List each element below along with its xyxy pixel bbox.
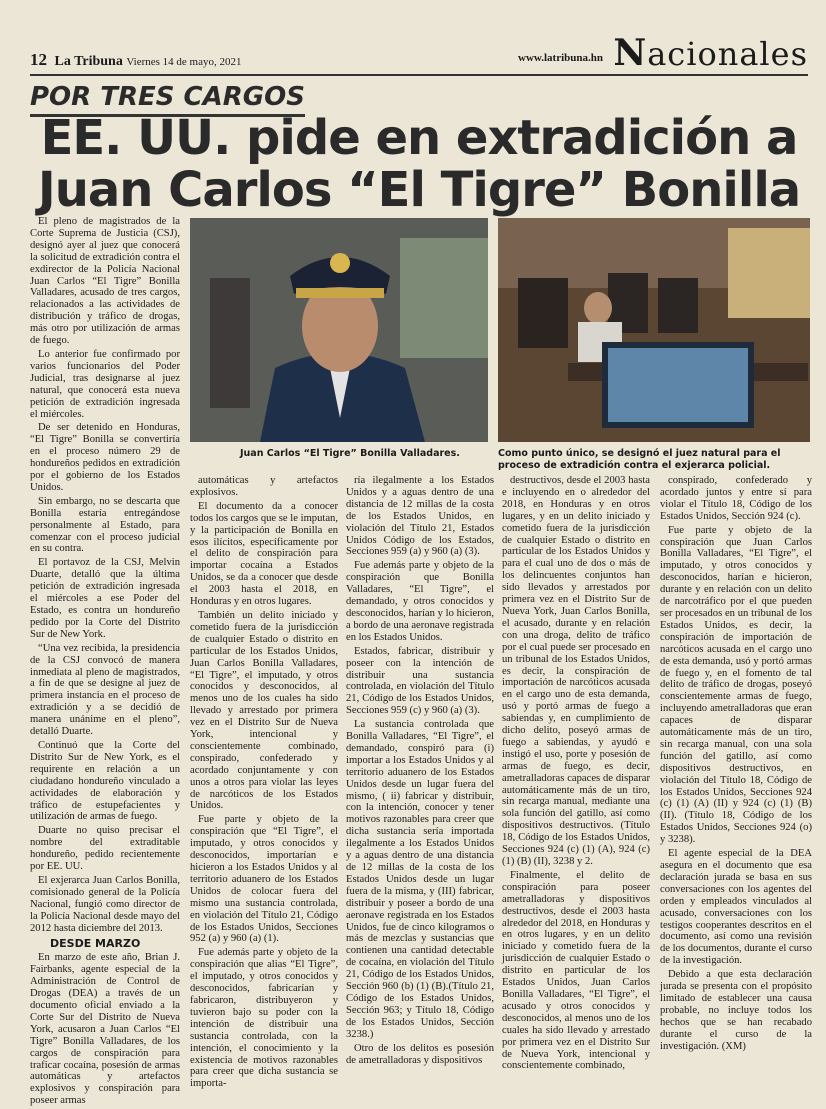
paragraph: El pleno de magistrados de la Corte Suprema de Justicia (CSJ), designó ayer al juez que conocerá la solicitud de extradición contra el exdirector de la Policía Nacional Juan Carlos “El Tigre” Bonilla Valladares, acusado de tres cargos, relacionados a las actividades de distribución y tráfico de drogas, más otro por utilización de armas de fuego.	[30, 216, 180, 347]
article-column-3	[346, 475, 494, 1068]
paragraph: En marzo de este año, Brian J. Fairbanks, agente especial de la Administración de Control de Drogas (DEA) a través de un documento oficial enviado a la Corte Sur del Distrito de Nueva York, acusaron a Juan Carlos “El Tigre” Bonilla Valladares, de los cargos de conspiración para traficar cocaína, posesión de armas automáticas y artefactos explosivos y conspiración para poseer armas	[30, 952, 180, 1107]
paragraph: Continuó que la Corte del Distrito Sur de New York, es el requirente en relación a un ciudadano hondureño vinculado a actividades de elaboración y tráfico de estupefacientes y utilización de armas de fuego.	[30, 739, 180, 823]
article-column-1	[30, 216, 180, 1109]
paragraph: ría ilegalmente a los Estados Unidos y a aguas dentro de una distancia de 12 millas de la costa de los Estados Unidos, en violación del Título 21, Estados Unidos Código de los Estados, Secciones 959 (a) y 960 (a) (3).	[346, 475, 494, 558]
paragraph: destructivos, desde el 2003 hasta e incluyendo en o alrededor del 2018, en Honduras y en otros lugares, y en un delito iniciado y cometido fuera de la jurisdicción de cualquier Estado o distrito en particular de los Estados Unidos y para el cual uno de dos o más de los delincuentes conjuntos han sido llevados y arrestados por primera vez en el Distrito Sur de Nueva York, Juan Carlos Bonilla, el acusado, durante y en relación con una droga, delito de tráfico por el cual puede ser procesado en un tribunal de los Estados Unidos, es decir, la conspiración de importación de narcóticos acusada en el cargo uno de esta demanda, usó y portó armas de fuego a sabiendas y, en cumplimiento de dicho delito, poseyó armas de fuego a sabiendas, y ayudó e instigó el uso, porte y posesión de armas de fuego, es decir, ametralladoras capaces de disparar automáticamente más de un tiro, sin recarga manual, mediante una sola función del gatillo, así como dispositivos destructivos. (Título 18, Código de los Estados Unidos, Secciones 924 (c) (1) (A), 924 (c) (1) (B) (II), 3238 y 2.	[502, 475, 650, 867]
section-title	[613, 32, 808, 74]
paragraph: También un delito iniciado y cometido fuera de la jurisdicción de cualquier Estado o distrito en particular de los Estados Unidos, Juan Carlos Bonilla Valladares, “El Tigre”, el imputado, y otros conocidos y desconocidos, al menos uno de los cuales ha sido llevado y arrestado por primera vez en el Distrito Sur de Nueva York, intencional y conscientemente combinado, conspirado, confederado y acordado conjuntamente y con unos a otros para violar las leyes de narcóticos de los Estados Unidos.	[190, 609, 338, 812]
paragraph: Lo anterior fue confirmado por varios funcionarios del Poder Judicial, tras designarse al juez natural, que conocerá esta nueva petición de extradición ingresada el miércoles.	[30, 348, 180, 420]
paragraph: El documento da a conocer todos los cargos que se le imputan, y la participación de Bonilla en esos ilícitos, específicamente por el delito de conspiración para importar cocaína a Estados Unidos, se da a conocer que desde el 2003 hasta el 2018, en Honduras y en otros lugares.	[190, 500, 338, 608]
header-rule	[30, 74, 808, 76]
portrait-illustration	[190, 218, 488, 442]
photo-caption-1: Juan Carlos “El Tigre” Bonilla Valladares.	[240, 448, 460, 459]
paragraph: Duarte no quiso precisar el nombre del extraditable hondureño, pedido recientemente por EE. UU.	[30, 825, 180, 873]
paragraph: Fue parte y objeto de la conspiración que “El Tigre”, el imputado, y otros conocidos y desconocidos, importarían e hicieron a los Estados Unidos y al territorio aduanero de los Estados Unidos de colocar fuera del mismo una sustancia controlada, en violación del Título 21, Código de los Estados Unidos, Secciones 952 (a) y 960 (a) (1).	[190, 814, 338, 945]
issue-date: Viernes 14 de mayo, 2021	[126, 56, 242, 68]
section-initial: N	[613, 32, 648, 74]
subhead: DESDE MARZO	[50, 937, 141, 951]
paragraph: Sin embargo, no se descarta que Bonilla estaría entregándose personalmente al Estado, para comenzar con el proceso judicial en su contra.	[30, 495, 180, 555]
folio	[30, 50, 241, 70]
paragraph: Debido a que esta declaración jurada se presenta con el propósito limitado de establecer una causa probable, no incluye todos los hechos que se han recabado durante el curso de la investigación. (XM)	[660, 969, 812, 1052]
headline-line-1: EE. UU. pide en extradición a	[40, 110, 798, 166]
courtroom-illustration	[498, 218, 810, 442]
paragraph: Fue además parte y objeto de la conspiración que alias “El Tigre”, el imputado, y otros conocidos y desconocidos, fabricarían y fabricaron, distribuyeron y tuvieron bajo su poder con la intención de distribuir una sustancia controlada, con la intención, el conocimiento y la existencia de motivos razonables para creer que dicha sustancia se importa-	[190, 947, 338, 1090]
paragraph: automáticas y artefactos explosivos.	[190, 475, 338, 498]
paragraph: Otro de los delitos es posesión de ametralladoras y dispositivos	[346, 1042, 494, 1066]
hearing-photo	[498, 218, 810, 442]
paragraph: El portavoz de la CSJ, Melvin Duarte, detalló que la última petición de extradición ingresada el miércoles a ese Poder del Estado, es contra un hondureño pedido por la Corte del Distrito Sur de New York.	[30, 557, 180, 640]
photo-caption-2: Como punto único, se designó el juez natural para el proceso de extradición contra el exjerarca policial.	[498, 448, 781, 471]
article-column-5	[660, 475, 812, 1055]
paragraph: conspirado, confederado y acordado juntos y entre sí para violar el Título 18, Código de los Estados Unidos, Sección 924 (c).	[660, 475, 812, 522]
paragraph: “Una vez recibida, la presidencia de la CSJ convocó de manera inmediata al pleno de magistrados, a fin de que se designe al juez de primera instancia en el proceso de extradición y a se decidió de manera unánime en el pleno”, detalló Duarte.	[30, 642, 180, 738]
paragraph: Fue además parte y objeto de la conspiración que Bonilla Valladares, “El Tigre”, el demandado, y otros conocidos y desconocidos, harían y lo hicieron, a bordo de una aeronave registrada en los Estados Unidos.	[346, 560, 494, 643]
paragraph: Finalmente, el delito de conspiración para poseer ametralladoras y dispositivos destructivos, desde el 2003 hasta alrededor del 2018, en Honduras y en otros lugares, y en un delito iniciado y cometido fuera de la jurisdicción de cualquier Estado o distrito en particular de los Estados Unidos, Juan Carlos Bonilla Valladares, “El Tigre”, el acusado y otros conocidos y desconocidos, al menos uno de los cuales ha sido llevado y arrestado por primera vez en el Distrito Sur de Nueva York, intencional y conscientemente combinado,	[502, 869, 650, 1072]
paragraph: La sustancia controlada que Bonilla Valladares, “El Tigre”, el demandado, conspiró para (i) importar a los Estados Unidos y al territorio aduanero de los Estados Unidos desde un lugar fuera del mismo, ( ii) fabricar y distribuir, con la intención, conocer y tener motivos razonables para creer que dicha sustancia sería importada ilegalmente a los Estados Unidos y a aguas dentro de una distancia de 12 millas de la costa de los Estados Unidos desde un lugar fuera de la misma, y (III) fabricar, distribuir y poseer a bordo de una aeronave registrada en los Estados Unidos, fue de cinco kilogramos o más de mezclas y sustancias que contienen una cantidad detectable de cocaína, en violación del Título 21, Código de los Estados Unidos, Sección 960 (b) (1) (B).(Título 21, Código de los Estados Unidos, Sección 963; y Título 18, Código de los Estados Unidos, Sección 3238.)	[346, 719, 494, 1040]
kicker: POR TRES CARGOS	[30, 82, 305, 117]
article-column-4	[502, 475, 650, 1074]
site-url: www.latribuna.hn	[518, 52, 603, 64]
paper-name: La Tribuna	[54, 54, 123, 69]
paragraph: El exjerarca Juan Carlos Bonilla, comisionado general de la Policía Nacional, fungió como director de la Policía Nacional desde mayo del 2012 hasta diciembre del 2013.	[30, 874, 180, 934]
paragraph: El agente especial de la DEA asegura en el documento que esa declaración jurada se basa en sus conversaciones con los agentes del orden y empleados vinculados al acusado, conversaciones con los testigos cooperantes descritos en el documento, así como una revisión de los documentos, durante el curso de la investigación.	[660, 848, 812, 967]
paragraph: De ser detenido en Honduras, “El Tigre” Bonilla se convertiría en el proceso número 29 de hondureños pedidos en extradición por el gobierno de los Estados Unidos.	[30, 422, 180, 493]
paragraph: Fue parte y objeto de la conspiración que Juan Carlos Bonilla Valladares, “El Tigre”, el imputado, y otros conocidos y desconocidos, harían e hicieron, durante y en relación con un delito de narcotráfico por el que pueden ser procesados en un tribunal de los Estados Unidos, es decir, la conspiración de importación de narcóticos acusada en el cargo uno de esta demanda, usó y portó armas de fuego y, en el fomento de tal delito de tráfico de drogas, poseyó conscientemente armas de fuego, incluyendo ametralladoras que eran capaces de disparar automáticamente más de un tiro, sin recarga manual, con una sola función del gatillo, así como dispositivos destructivos, en violación del Título 18, Código de los Estados Unidos, Secciones 924 (c) (1) (A) (II) y 924 (c) (1) (B) (II). (Título 18, Código de los Estados Unidos, Secciones 924 (o) y 3238).	[660, 524, 812, 846]
paragraph: Estados, fabricar, distribuir y poseer con la intención de distribuir una sustancia controlada, en violación del Título 21, Código de los Estados Unidos, Secciones 959 (c) y 960 (a) (3).	[346, 645, 494, 717]
page-number: 12	[30, 50, 47, 69]
headline-line-2: Juan Carlos “El Tigre” Bonilla	[37, 162, 801, 218]
page-header	[30, 28, 808, 74]
portrait-photo	[190, 218, 488, 442]
section-rest: acionales	[647, 35, 808, 73]
headline	[30, 112, 808, 216]
article-column-2	[190, 475, 338, 1092]
